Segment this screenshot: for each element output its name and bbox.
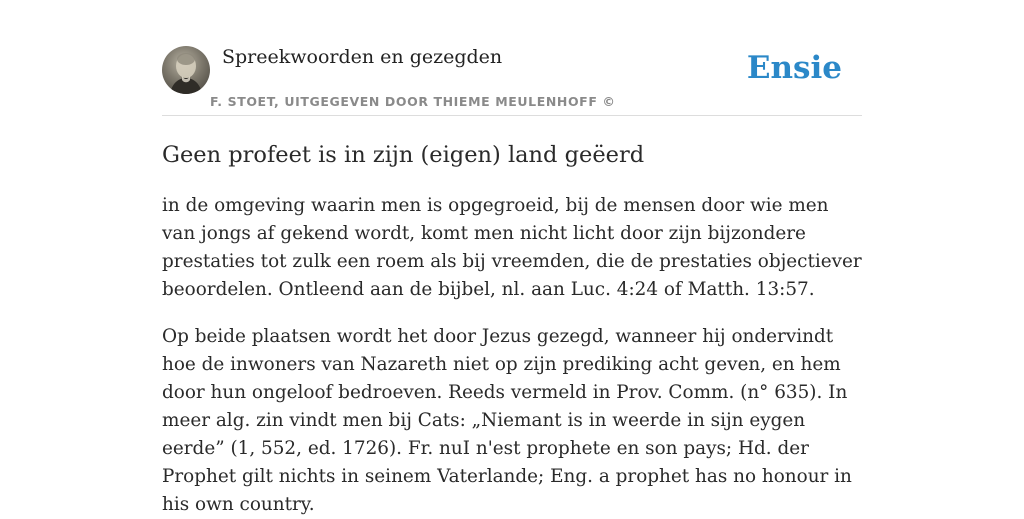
entry-paragraph-2: Op beide plaatsen wordt het door Jezus gezegd, wanneer hij ondervindt hoe de inwoners van Nazareth niet op zijn prediking acht geven, en hem door hun ongeloof bedroeven. Reeds vermeld in Prov. Comm. (n° 635). In meer alg. zin vindt men bij Cats: „Niemant is in weerde in sijn eygen eerde” (1, 552, ed. 1726). Fr. nuI n'est prophete en son pays; Hd. der Prophet gilt nichts in seinem Vaterlande; Eng. a prophet has no honour in his own country. [162, 326, 852, 515]
entry-card [162, 44, 862, 519]
entry-title: Geen profeet is in zijn (eigen) land geëerd [162, 142, 645, 168]
entry-paragraph-1: in de omgeving waarin men is opgegroeid, bij de mensen door wie men van jongs af gekend wordt, komt men nicht licht door zijn bijzondere prestaties tot zulk een roem als bij vreemden, die de prestaties objectiever beoordelen. Ontleend aan de bijbel, nl. aan Luc. 4:24 of Matth. 13:57. [162, 195, 862, 300]
ensie-logo[interactable]: Ensie [746, 50, 842, 86]
source-header [162, 44, 862, 116]
portrait-icon [162, 46, 210, 94]
portrait-avatar[interactable] [162, 46, 210, 94]
source-title[interactable]: Spreekwoorden en gezegden [222, 46, 503, 68]
source-publisher: F. STOET, UITGEGEVEN DOOR THIEME MEULENHOFF © [210, 94, 616, 109]
